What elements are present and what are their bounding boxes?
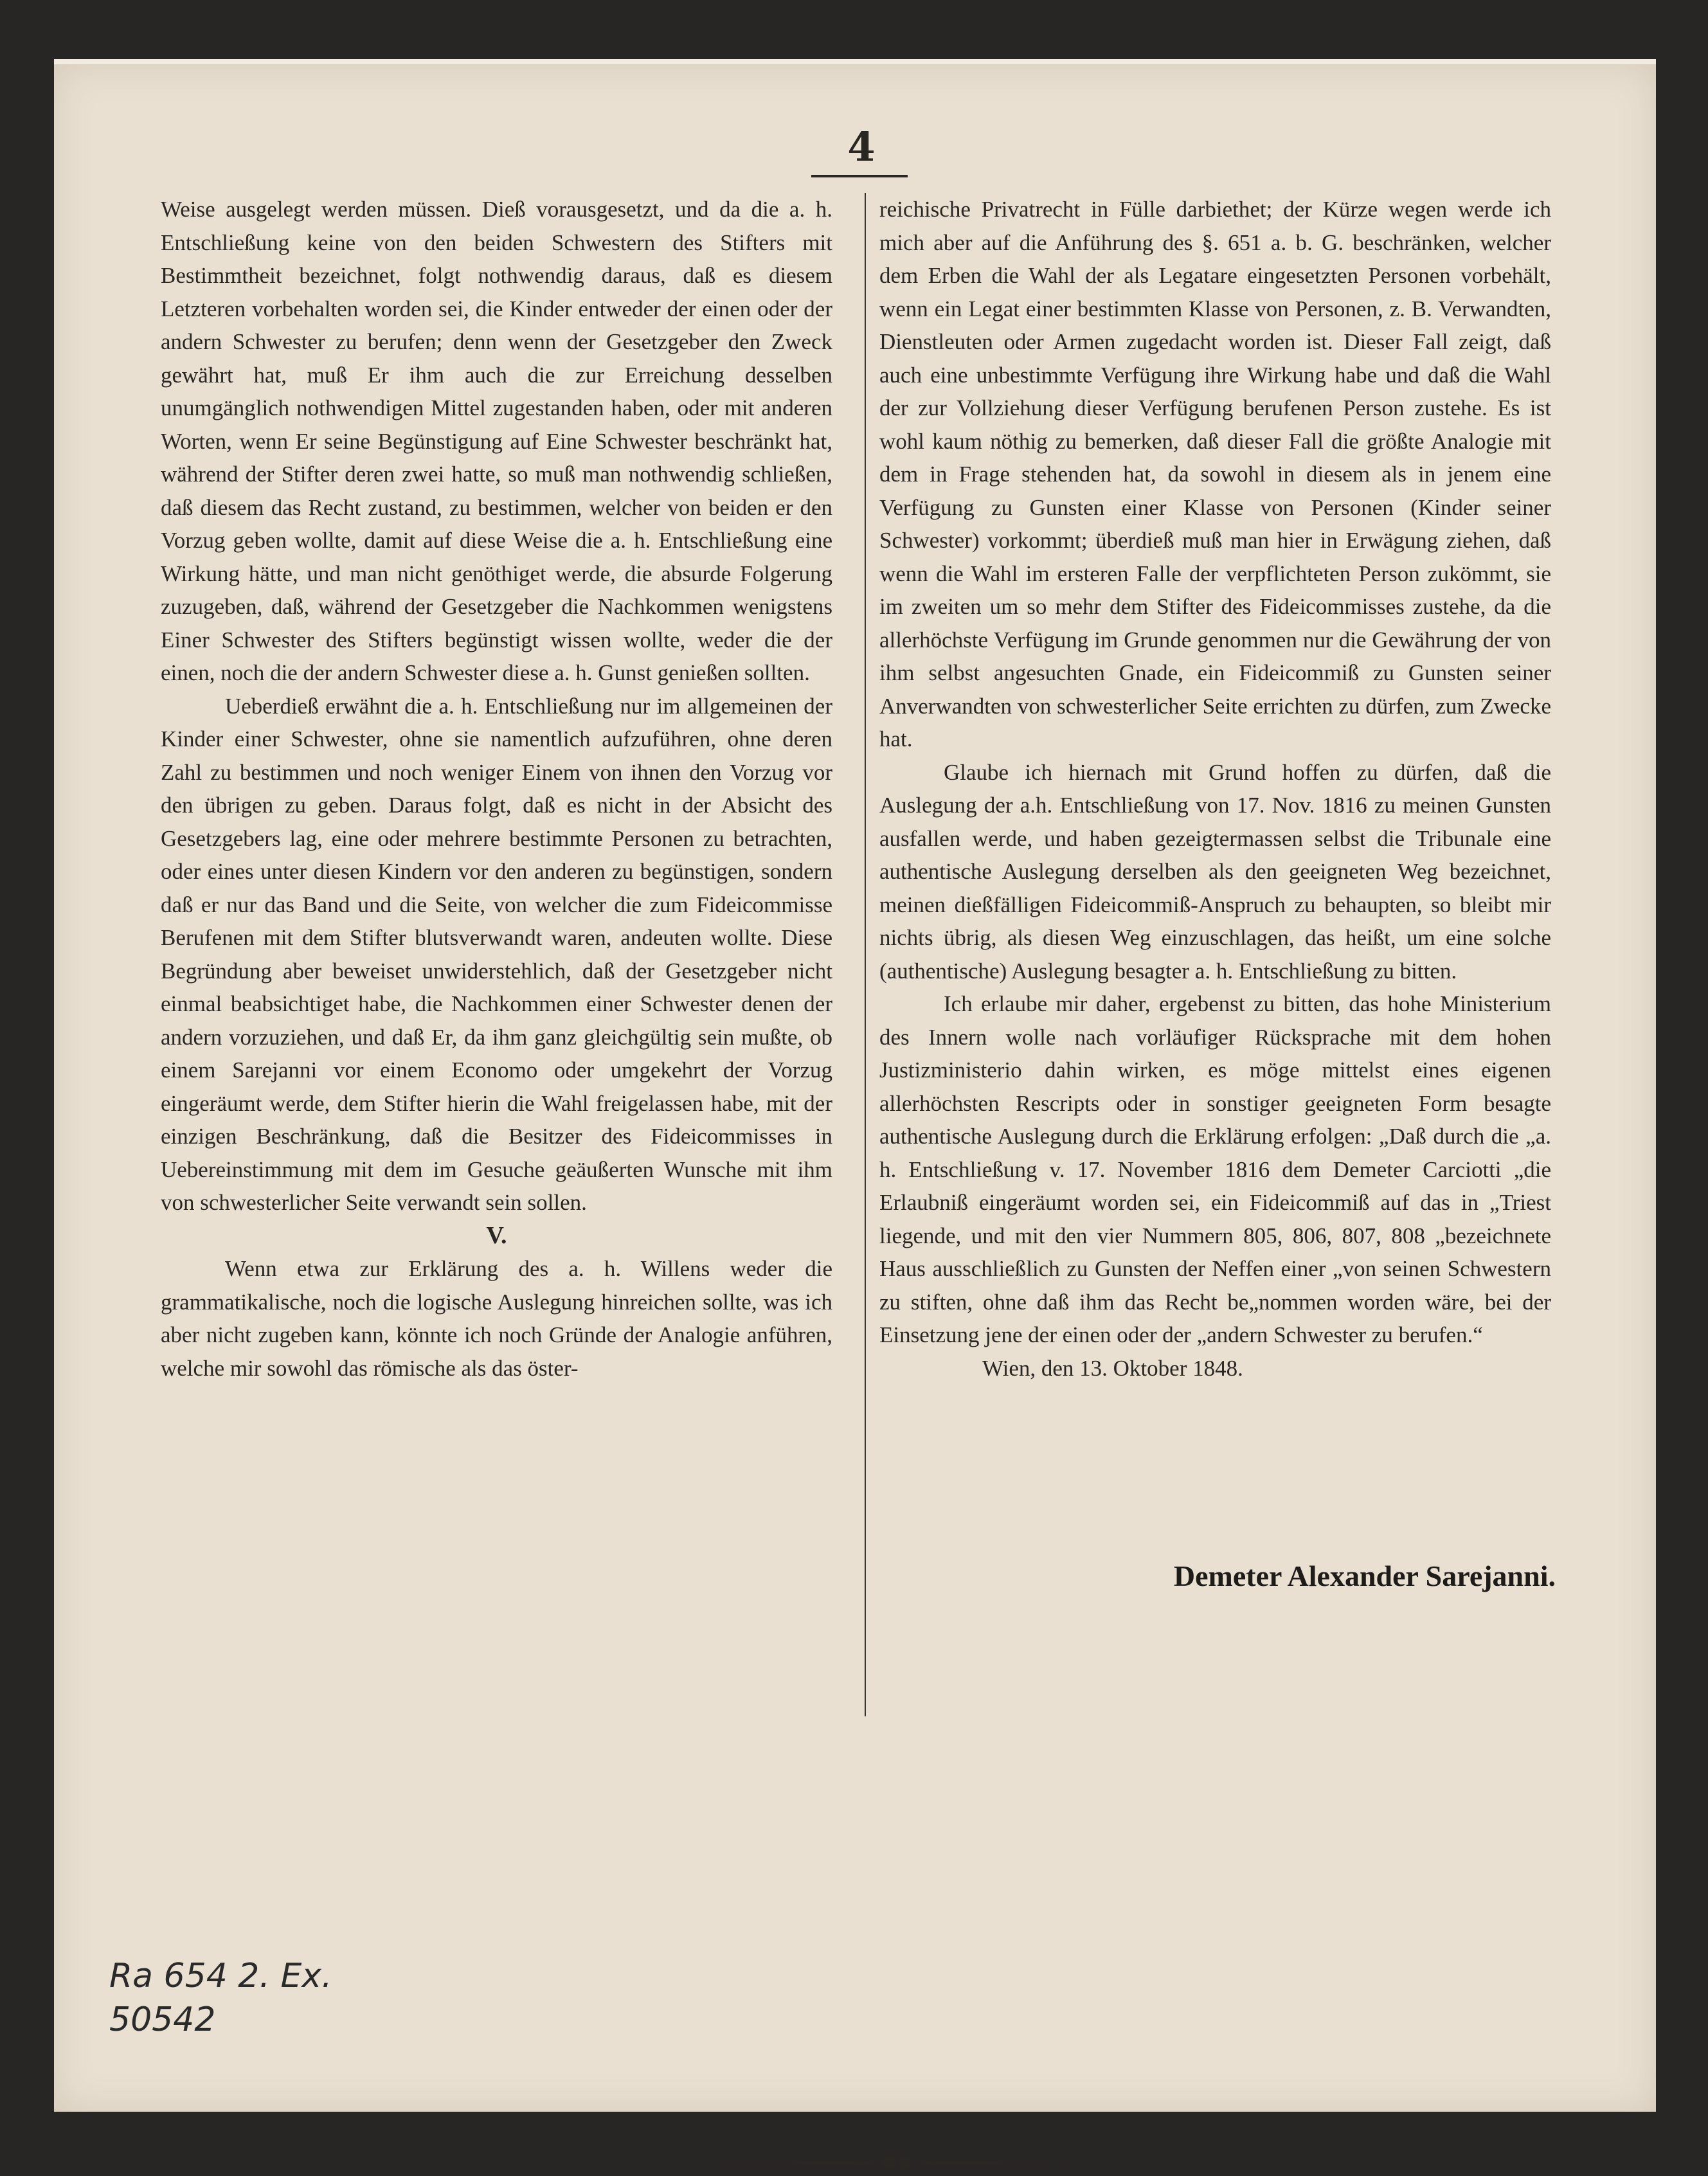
handwritten-line-1: Ra 654 2. Ex. [109,1957,332,1995]
ornament-left-rule [669,2161,887,2165]
section-heading: V. [486,1221,507,1249]
date-line: Wien, den 13. Oktober 1848. [982,1355,1243,1381]
right-paragraph-3: Ich erlaube mir daher, ergebenst zu bitten, das hohe Ministerium des Innern wolle nach vorläufiger Rücksprache mit dem hohen Justizministerio dahin wirken, es möge mittelst eines eigenen allerhöchsten Rescripts oder in sonstiger geeigneten Form besagte authentische Auslegung durch die Erklärung erfolgen: „Daß durch die „a. h. Entschließung v. 17. November 1816 dem Demeter Carciotti „die Erlaubniß eingeräumt worden sei, ein Fideicommiß auf das in „Triest liegende, und mit den vier Nummern 805, 806, 807, 808 „bezeichnete Haus ausschließlich zu Gunsten der Neffen einer „von seinen Schwestern zu stiften, ohne daß ihm das Recht be„nommen worden wäre, bei der Einsetzung jene der einen oder der „andern Schwester zu berufen.“ [879,991,1551,1347]
right-paragraph-2: Glaube ich hiernach mit Grund hoffen zu dürfen, daß die Auslegung der a.h. Entschließung von 17. Nov. 1816 zu meinen Gunsten ausfallen werde, und haben gezeigtermassen selbst die Tribunale eine authentische Auslegung derselben als den geeigneten Weg bezeichnet, meinen dießfälligen Fideicommiß-Anspruch zu behaupten, so bleibt mir nichts übrig, als diesen Weg einzuschlagen, das heißt, um eine solche (authentische) Auslegung besagter a. h. Entschließung zu bitten. [879,759,1551,984]
column-divider [865,193,866,1716]
right-column [879,193,1551,1385]
signature: Demeter Alexander Sarejanni. [1173,1560,1556,1592]
left-column [161,193,832,1385]
ornament-divider [669,2150,1119,2176]
handwritten-note [109,1954,332,2042]
right-paragraph-1: reichische Privatrecht in Fülle darbiethet; der Kürze wegen werde ich mich aber auf die Anführung des §. 651 a. b. G. beschränken, welcher dem Erben die Wahl der als Legatare eingesetzten Personen vorbehält, wenn ein Legat einer bestimmten Klasse von Personen, z. B. Verwandten, Dienstleuten oder Armen zugedacht worden ist. Dieser Fall zeigt, daß auch eine unbestimmte Verfügung ihre Wirkung habe und daß die Wahl der zur Vollziehung dieser Verfügung berufenen Person zustehe. Es ist wohl kaum nöthig zu bemerken, daß dieser Fall die größte Analogie mit dem in Frage stehenden hat, da sowohl in diesem als in jenem eine Verfügung zu Gunsten einer Klasse von Personen (Kinder seiner Schwester) vorkommt; überdieß muß man hier in Erwägung ziehen, daß wenn die Wahl im ersteren Falle der verpflichteten Person zukömmt, sie im zweiten um so mehr dem Stifter des Fideicommisses zustehe, da die allerhöchste Verfügung im Grunde genommen nur die Gewährung der von ihm selbst angesuchten Gnade, ein Fideicommiß zu Gunsten seiner Anverwandten von schwesterlicher Seite errichten zu dürfen, zum Zwecke hat. [879,197,1551,751]
page-number-underline [811,175,908,177]
handwritten-line-2: 50542 [109,2001,216,2039]
left-paragraph-3: Wenn etwa zur Erklärung des a. h. Willens weder die grammatikalische, noch die logische Auslegung hinreichen sollte, was ich aber nicht zugeben kann, könnte ich noch Gründe der Analogie anführen, welche mir sowohl das römische als das öster- [161,1256,832,1381]
left-paragraph-1: Weise ausgelegt werden müssen. Dieß vorausgesetzt, und da die a. h. Entschließung keine von den beiden Schwestern des Stifters mit Bestimmtheit bezeichnet, folgt nothwendig daraus, daß es diesem Letzteren vorbehalten worden sei, die Kinder entweder der einen oder der andern Schwester zu berufen; denn wenn der Gesetzgeber den Zweck gewährt hat, muß Er ihm auch die zur Erreichung desselben unumgänglich nothwendigen Mittel zugestanden haben, oder mit anderen Worten, wenn Er seine Begünstigung auf Eine Schwester beschränkt hat, während der Stifter deren zwei hatte, so muß man nothwendig schließen, daß diesem das Recht zustand, zu bestimmen, welcher von beiden er den Vorzug geben wollte, damit auf diese Weise die a. h. Entschließung eine Wirkung hätte, und man nicht genöthiget werde, die absurde Folgerung zuzugeben, daß, während der Gesetzgeber die Nachkommen wenigstens Einer Schwester des Stifters begünstigt wissen wollte, weder die der einen, noch die der andern Schwester diese a. h. Gunst genießen sollten. [161,197,832,685]
page-number: 4 [847,123,876,170]
left-paragraph-2: Ueberdieß erwähnt die a. h. Entschließung nur im allgemeinen der Kinder einer Schwester, ohne sie namentlich aufzuführen, ohne deren Zahl zu bestimmen und noch weniger Einem von ihnen den Vorzug vor den übrigen zu geben. Daraus folgt, daß es nicht in der Absicht des Gesetzgebers lag, eine oder mehrere bestimmte Personen zu betrachten, oder eines unter diesen Kindern vor den anderen zu begünstigen, sondern daß er nur das Band und die Seite, von welcher die zum Fideicommisse Berufenen mit dem Stifter blutsverwandt waren, andeuten wollte. Diese Begründung aber beweiset unwiderstehlich, daß der Gesetzgeber nicht einmal beabsichtiget habe, die Nachkommen einer Schwester denen der andern vorzuziehen, und daß Er, da ihm ganz gleichgültig sein mußte, ob einem Sarejanni vor einem Economo oder umgekehrt der Vorzug eingeräumt werde, dem Stifter hierin die Wahl freigelassen habe, mit der einzigen Beschränkung, daß die Besitzer des Fideicommisses in Uebereinstimmung mit dem im Gesuche geäußerten Wunsche mit ihm von schwesterlicher Seite verwandt sein sollen. [161,693,832,1215]
ornament-right-rule [906,2161,1119,2165]
